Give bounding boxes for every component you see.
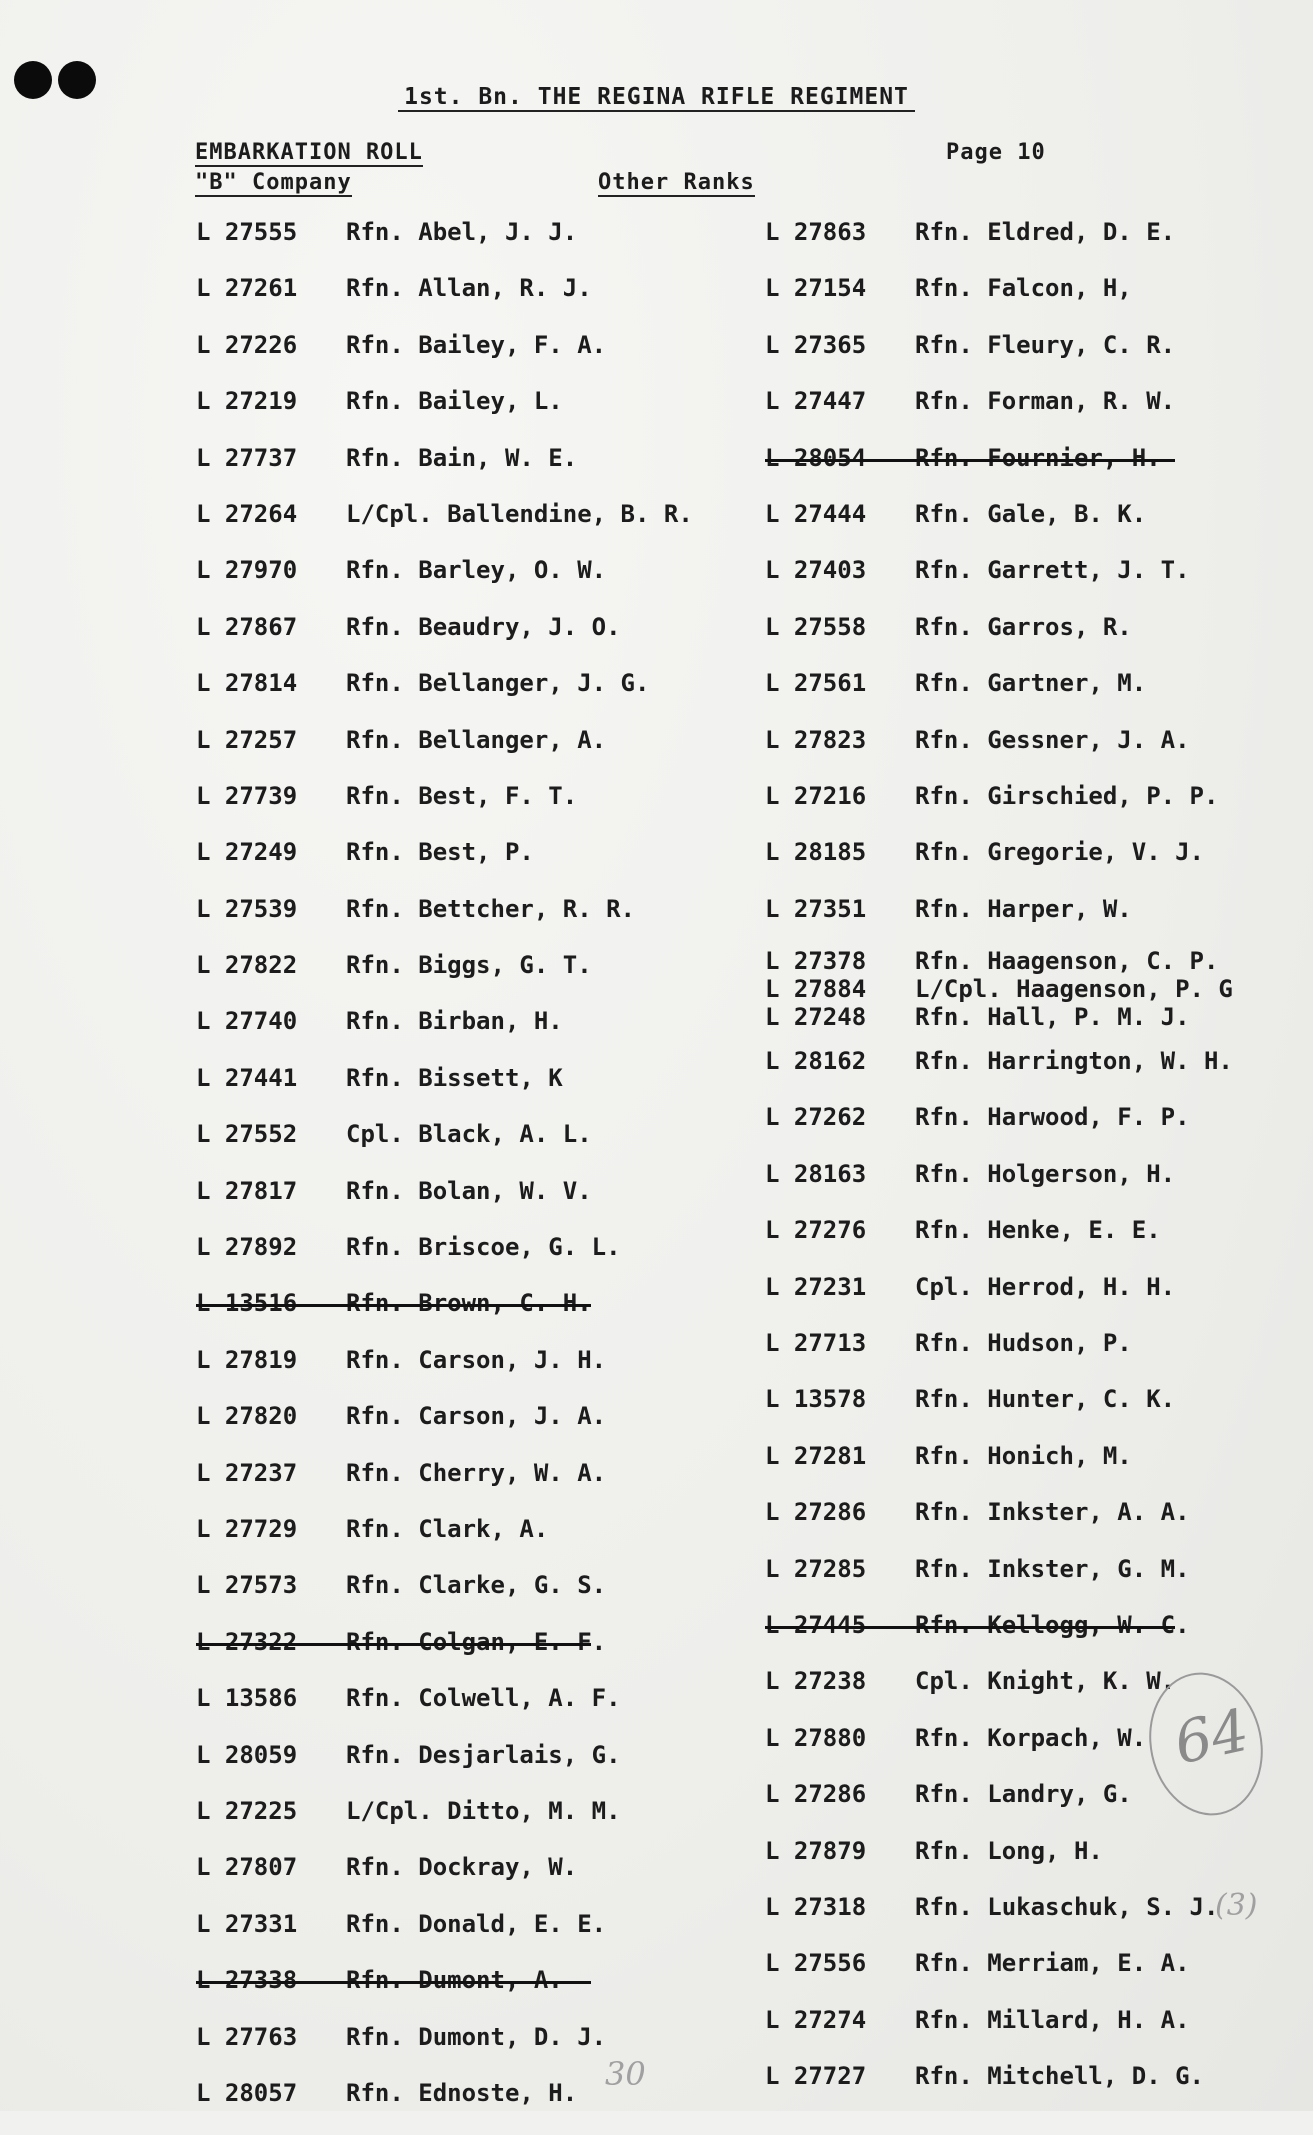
soldier-name: Rfn. Inkster, A. A. xyxy=(915,1498,1190,1527)
service-number: L 27713 xyxy=(765,1329,867,1358)
service-number: L 27226 xyxy=(196,330,298,359)
roll-entry xyxy=(196,1459,816,1515)
roll-entry xyxy=(765,2062,1313,2118)
soldier-name: Rfn. Donald, E. E. xyxy=(346,1909,607,1938)
service-number: L 27231 xyxy=(765,1272,867,1301)
soldier-name: Rfn. Best, F. T. xyxy=(346,781,578,810)
roll-entry xyxy=(765,1498,1313,1554)
service-number: L 27331 xyxy=(196,1909,298,1938)
service-number: L 27970 xyxy=(196,556,298,585)
roll-entry xyxy=(765,218,1313,274)
roll-entry xyxy=(196,1910,816,1966)
soldier-name: Rfn. Abel, J. J. xyxy=(346,218,578,246)
service-number: L 27884 xyxy=(765,975,867,1004)
soldier-name: Rfn. Garros, R. xyxy=(915,612,1132,641)
roll-entry xyxy=(765,274,1313,330)
roll-entry xyxy=(196,613,816,669)
soldier-name: Rfn. Allan, R. J. xyxy=(346,274,592,303)
soldier-name: Rfn. Honich, M. xyxy=(915,1441,1132,1470)
service-number: L 27763 xyxy=(196,2022,298,2051)
soldier-name: Rfn. Bain, W. E. xyxy=(346,443,578,472)
service-number: L 27558 xyxy=(765,612,867,641)
service-number: L 27237 xyxy=(196,1458,298,1487)
roll-entry xyxy=(765,1003,1313,1031)
section-label: Other Ranks xyxy=(598,170,755,195)
roll-entry xyxy=(196,1571,816,1627)
service-number: L 27318 xyxy=(765,1892,867,1921)
roll-entry xyxy=(196,218,816,274)
soldier-name: Rfn. Forman, R. W. xyxy=(915,387,1176,416)
soldier-name: Rfn. Merriam, E. A. xyxy=(915,1949,1190,1978)
service-number: L 27823 xyxy=(765,725,867,754)
service-number: L 27555 xyxy=(196,218,298,246)
soldier-name: Rfn. Millard, H. A. xyxy=(915,2005,1190,2034)
soldier-name: Rfn. Henke, E. E. xyxy=(915,1216,1161,1245)
roll-entry xyxy=(196,1684,816,1740)
roll-entry xyxy=(765,2006,1313,2062)
roll-entry xyxy=(196,1853,816,1909)
service-number: L 27556 xyxy=(765,1949,867,1978)
soldier-name: Rfn. Brown, C. H. xyxy=(346,1289,592,1318)
roll-entry xyxy=(765,895,1313,951)
roll-entry xyxy=(765,1103,1313,1159)
service-number: L 13578 xyxy=(765,1385,867,1414)
service-number: L 27817 xyxy=(196,1176,298,1205)
roll-entry xyxy=(196,838,816,894)
service-number: L 27740 xyxy=(196,1007,298,1036)
roll-entry xyxy=(196,1233,816,1289)
roll-entry xyxy=(765,669,1313,725)
roll-entry xyxy=(196,1177,816,1233)
service-number: L 27225 xyxy=(196,1796,298,1825)
service-number: L 27573 xyxy=(196,1571,298,1600)
soldier-name: Rfn. Ednoste, H. xyxy=(346,2078,578,2107)
service-number: L 27285 xyxy=(765,1554,867,1583)
service-number: L 27248 xyxy=(765,1003,867,1032)
roll-entry xyxy=(765,1555,1313,1611)
service-number: L 27552 xyxy=(196,1120,298,1149)
service-number: L 27814 xyxy=(196,669,298,698)
soldier-name: Rfn. Desjarlais, G. xyxy=(346,1740,621,1769)
roll-entry xyxy=(765,1216,1313,1272)
service-number: L 27892 xyxy=(196,1233,298,1262)
roll-entry xyxy=(196,331,816,387)
soldier-name: Cpl. Knight, K. W. xyxy=(915,1667,1176,1696)
soldier-name: Rfn. Bissett, K xyxy=(346,1063,563,1092)
service-number: L 27739 xyxy=(196,781,298,810)
service-number: L 13516 xyxy=(196,1289,298,1318)
service-number: L 27281 xyxy=(765,1441,867,1470)
service-number: L 27880 xyxy=(765,1723,867,1752)
roll-entry xyxy=(765,1160,1313,1216)
soldier-name: Rfn. Clarke, G. S. xyxy=(346,1571,607,1600)
service-number: L 27219 xyxy=(196,387,298,416)
soldier-name: Rfn. Bellanger, J. G. xyxy=(346,669,650,698)
soldier-name: Rfn. Gale, B. K. xyxy=(915,499,1147,528)
service-number: L 27879 xyxy=(765,1836,867,1865)
roll-entry xyxy=(196,1064,816,1120)
handwritten-circle-annotation: 64 xyxy=(1136,1662,1275,1826)
soldier-name: L/Cpl. Ballendine, B. R. xyxy=(346,499,693,528)
soldier-name: Rfn. Mitchell, D. G. xyxy=(915,2062,1204,2091)
service-number: L 27447 xyxy=(765,387,867,416)
roll-entry xyxy=(765,331,1313,387)
page-number: Page 10 xyxy=(946,140,1046,165)
service-number: L 27276 xyxy=(765,1216,867,1245)
soldier-name: Rfn. Haagenson, C. P. xyxy=(915,947,1219,976)
roll-entry xyxy=(765,1442,1313,1498)
roll-entry xyxy=(196,387,816,443)
right-column xyxy=(765,218,1313,2119)
service-number: L 27822 xyxy=(196,951,298,980)
roll-entry-struck xyxy=(765,1611,1313,1667)
roll-entry xyxy=(765,1273,1313,1329)
left-column xyxy=(196,218,816,2135)
service-number: L 28185 xyxy=(765,838,867,867)
soldier-name: Rfn. Bellanger, A. xyxy=(346,725,607,754)
soldier-name: Rfn. Garrett, J. T. xyxy=(915,556,1190,585)
roll-entry-struck xyxy=(196,1966,816,2022)
roll-entry xyxy=(196,951,816,1007)
roll-entry xyxy=(765,1385,1313,1441)
service-number: L 27867 xyxy=(196,612,298,641)
service-number: L 27264 xyxy=(196,499,298,528)
soldier-name: Rfn. Birban, H. xyxy=(346,1007,563,1036)
soldier-name: Rfn. Harper, W. xyxy=(915,894,1132,923)
service-number: L 27154 xyxy=(765,274,867,303)
roll-entry xyxy=(765,1949,1313,2005)
soldier-name: Rfn. Kellogg, W. C. xyxy=(915,1610,1190,1639)
service-number: L 28163 xyxy=(765,1159,867,1188)
roll-entry xyxy=(196,1402,816,1458)
soldier-name: Rfn. Best, P. xyxy=(346,838,534,867)
roll-entry xyxy=(196,1346,816,1402)
soldier-name: Rfn. Eldred, D. E. xyxy=(915,218,1176,246)
service-number: L 27286 xyxy=(765,1498,867,1527)
service-number: L 27238 xyxy=(765,1667,867,1696)
soldier-name: Rfn. Bolan, W. V. xyxy=(346,1176,592,1205)
roll-entry xyxy=(765,387,1313,443)
roll-entry xyxy=(765,1837,1313,1893)
roll-entry-struck xyxy=(196,1289,816,1345)
soldier-name: Rfn. Korpach, W. xyxy=(915,1723,1147,1752)
roll-entry xyxy=(765,947,1313,975)
soldier-name: Rfn. Fleury, C. R. xyxy=(915,330,1176,359)
soldier-name: Rfn. Hall, P. M. J. xyxy=(915,1003,1190,1032)
service-number: L 28054 xyxy=(765,443,867,472)
service-number: L 27338 xyxy=(196,1966,298,1995)
service-number: L 27727 xyxy=(765,2062,867,2091)
roll-entry xyxy=(196,2079,816,2135)
soldier-name: Rfn. Barley, O. W. xyxy=(346,556,607,585)
soldier-name: L/Cpl. Haagenson, P. G xyxy=(915,975,1233,1004)
entry-cluster xyxy=(765,947,1313,1031)
soldier-name: Cpl. Black, A. L. xyxy=(346,1120,592,1149)
soldier-name: Rfn. Gregorie, V. J. xyxy=(915,838,1204,867)
service-number: L 27445 xyxy=(765,1610,867,1639)
service-number: L 27249 xyxy=(196,838,298,867)
roll-entry xyxy=(196,895,816,951)
roll-entry xyxy=(765,1329,1313,1385)
service-number: L 27403 xyxy=(765,556,867,585)
roll-entry xyxy=(196,669,816,725)
soldier-name: Rfn. Harwood, F. P. xyxy=(915,1103,1190,1132)
soldier-name: Rfn. Gessner, J. A. xyxy=(915,725,1190,754)
service-number: L 27444 xyxy=(765,499,867,528)
roll-entry xyxy=(765,975,1313,1003)
roll-entry xyxy=(765,838,1313,894)
service-number: L 28162 xyxy=(765,1047,867,1076)
soldier-name: Rfn. Biggs, G. T. xyxy=(346,951,592,980)
soldier-name: Rfn. Cherry, W. A. xyxy=(346,1458,607,1487)
roll-entry xyxy=(196,1120,816,1176)
roll-entry xyxy=(765,556,1313,612)
soldier-name: Rfn. Colgan, E. F. xyxy=(346,1627,607,1656)
roll-entry-struck xyxy=(765,444,1313,500)
soldier-name: Rfn. Carson, J. H. xyxy=(346,1345,607,1374)
pencil-annotation: (3) xyxy=(1215,1888,1258,1923)
service-number: L 27729 xyxy=(196,1514,298,1543)
soldier-name: Rfn. Bailey, F. A. xyxy=(346,330,607,359)
soldier-name: Rfn. Hunter, C. K. xyxy=(915,1385,1176,1414)
service-number: L 27378 xyxy=(765,947,867,976)
roll-entry xyxy=(196,1741,816,1797)
service-number: L 27807 xyxy=(196,1853,298,1882)
service-number: L 27262 xyxy=(765,1103,867,1132)
service-number: L 27257 xyxy=(196,725,298,754)
roll-entry xyxy=(765,1047,1313,1103)
service-number: L 27274 xyxy=(765,2005,867,2034)
service-number: L 27365 xyxy=(765,330,867,359)
roll-entry-struck xyxy=(196,1628,816,1684)
soldier-name: Cpl. Herrod, H. H. xyxy=(915,1272,1176,1301)
roll-entry xyxy=(196,2023,816,2079)
soldier-name: Rfn. Dockray, W. xyxy=(346,1853,578,1882)
soldier-name: Rfn. Briscoe, G. L. xyxy=(346,1233,621,1262)
company-label: "B" Company xyxy=(195,170,352,195)
roll-entry xyxy=(765,500,1313,556)
service-number: L 27351 xyxy=(765,894,867,923)
soldier-name: Rfn. Gartner, M. xyxy=(915,669,1147,698)
service-number: L 27863 xyxy=(765,218,867,246)
soldier-name: Rfn. Bailey, L. xyxy=(346,387,563,416)
service-number: L 27286 xyxy=(765,1780,867,1809)
service-number: L 27261 xyxy=(196,274,298,303)
soldier-name: Rfn. Falcon, H, xyxy=(915,274,1132,303)
service-number: L 28059 xyxy=(196,1740,298,1769)
service-number: L 27820 xyxy=(196,1402,298,1431)
service-number: L 28057 xyxy=(196,2078,298,2107)
service-number: L 27441 xyxy=(196,1063,298,1092)
soldier-name: Rfn. Hudson, P. xyxy=(915,1329,1132,1358)
roll-entry xyxy=(196,500,816,556)
service-number: L 27322 xyxy=(196,1627,298,1656)
soldier-name: Rfn. Harrington, W. H. xyxy=(915,1047,1233,1076)
soldier-name: Rfn. Carson, J. A. xyxy=(346,1402,607,1431)
roll-entry xyxy=(765,782,1313,838)
soldier-name: Rfn. Inkster, G. M. xyxy=(915,1554,1190,1583)
roll-title: EMBARKATION ROLL xyxy=(195,140,423,165)
service-number: L 27561 xyxy=(765,669,867,698)
soldier-name: Rfn. Fournier, H. xyxy=(915,443,1161,472)
roll-entry xyxy=(196,726,816,782)
roll-entry xyxy=(196,274,816,330)
document-title: 1st. Bn. THE REGINA RIFLE REGIMENT xyxy=(0,84,1313,110)
service-number: L 27216 xyxy=(765,781,867,810)
service-number: L 27819 xyxy=(196,1345,298,1374)
roll-entry xyxy=(765,726,1313,782)
soldier-name: Rfn. Colwell, A. F. xyxy=(346,1684,621,1713)
soldier-name: Rfn. Long, H. xyxy=(915,1836,1103,1865)
soldier-name: L/Cpl. Ditto, M. M. xyxy=(346,1796,621,1825)
soldier-name: Rfn. Girschied, P. P. xyxy=(915,781,1219,810)
soldier-name: Rfn. Holgerson, H. xyxy=(915,1159,1176,1188)
soldier-name: Rfn. Dumont, A. xyxy=(346,1966,563,1995)
pencil-annotation-bottom: 30 xyxy=(605,2055,646,2093)
roll-entry xyxy=(196,782,816,838)
soldier-name: Rfn. Lukaschuk, S. J. xyxy=(915,1892,1219,1921)
soldier-name: Rfn. Bettcher, R. R. xyxy=(346,894,635,923)
soldier-name: Rfn. Landry, G. xyxy=(915,1780,1132,1809)
service-number: L 27539 xyxy=(196,894,298,923)
roll-entry xyxy=(196,444,816,500)
roll-entry xyxy=(196,1007,816,1063)
soldier-name: Rfn. Beaudry, J. O. xyxy=(346,612,621,641)
roll-entry xyxy=(196,556,816,612)
roll-entry xyxy=(196,1515,816,1571)
soldier-name: Rfn. Clark, A. xyxy=(346,1514,549,1543)
soldier-name: Rfn. Dumont, D. J. xyxy=(346,2022,607,2051)
roll-entry xyxy=(765,613,1313,669)
service-number: L 27737 xyxy=(196,443,298,472)
roll-entry xyxy=(196,1797,816,1853)
service-number: L 13586 xyxy=(196,1684,298,1713)
